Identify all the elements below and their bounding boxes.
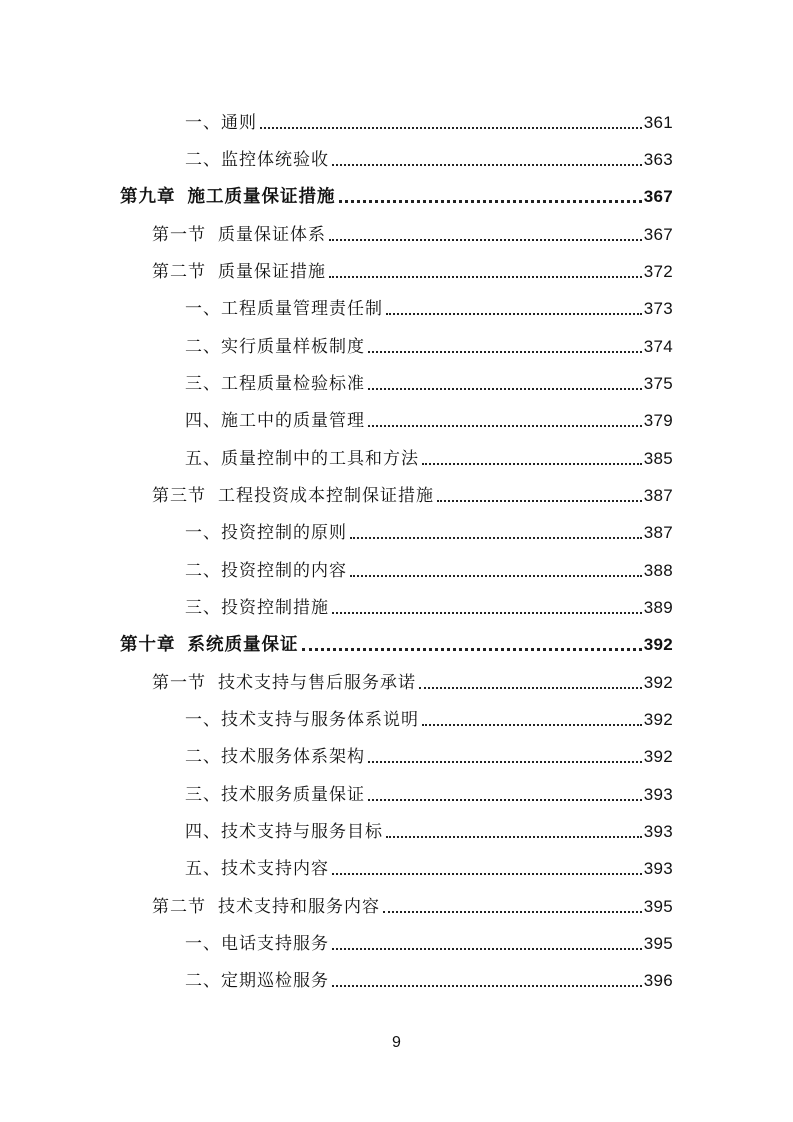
toc-leader-dots (383, 911, 642, 913)
toc-entry-page: 393 (643, 822, 673, 841)
page-number: 9 (392, 1034, 401, 1051)
toc-entry[interactable] (185, 141, 673, 171)
toc-leader-dots (422, 463, 642, 465)
toc-entry-title (152, 672, 416, 694)
toc-entry-title: 一、电话支持服务 (185, 934, 329, 954)
toc-section-number: 第三节 (152, 486, 206, 506)
toc-entry-title: 二、实行质量样板制度 (185, 337, 365, 357)
toc-entry[interactable] (185, 776, 673, 806)
toc-leader-dots (422, 724, 642, 726)
toc-entry[interactable] (185, 850, 673, 880)
toc-entry-page: 392 (643, 673, 673, 692)
toc-entry[interactable] (185, 552, 673, 582)
toc-entry-title: 一、技术支持与服务体系说明 (185, 710, 419, 730)
toc-entry[interactable] (185, 290, 673, 320)
toc-chapter-number: 第九章 (120, 187, 176, 207)
toc-entry-title (120, 186, 336, 208)
toc-entry-title: 三、技术服务质量保证 (185, 785, 365, 805)
toc-chapter-number: 第十章 (120, 635, 176, 655)
toc-entry-page: 395 (643, 897, 673, 916)
toc-entry-title: 一、投资控制的原则 (185, 523, 347, 543)
toc-entry-page: 387 (643, 486, 673, 505)
toc-section-entry[interactable] (152, 477, 673, 507)
toc-entry-title: 一、通则 (185, 113, 257, 133)
toc-entry-page: 395 (643, 934, 673, 953)
toc-entry-page: 379 (643, 411, 673, 430)
toc-entry-title: 一、工程质量管理责任制 (185, 299, 383, 319)
toc-entry-title: 四、施工中的质量管理 (185, 411, 365, 431)
toc-entry[interactable] (185, 813, 673, 843)
toc-section-number: 第二节 (152, 897, 206, 917)
toc-entry-page: 373 (643, 299, 673, 318)
toc-leader-dots (339, 200, 642, 203)
toc-entry-title: 二、投资控制的内容 (185, 561, 347, 581)
toc-entry-page: 363 (643, 150, 673, 169)
toc-entry-page: 392 (643, 747, 673, 766)
toc-entry-page: 374 (643, 337, 673, 356)
toc-entry-title: 三、工程质量检验标准 (185, 374, 365, 394)
toc-entry-page: 393 (643, 785, 673, 804)
toc-entry-title: 五、质量控制中的工具和方法 (185, 449, 419, 469)
toc-leader-dots (368, 351, 642, 353)
toc-leader-dots (329, 239, 642, 241)
toc-leader-dots (368, 425, 642, 427)
toc-entry[interactable] (185, 925, 673, 955)
toc-chapter-entry[interactable] (120, 178, 673, 208)
toc-entry-title: 二、技术服务体系架构 (185, 747, 365, 767)
toc-section-entry[interactable] (152, 253, 673, 283)
toc-entry[interactable] (185, 328, 673, 358)
toc-leader-dots (437, 500, 642, 502)
toc-section-entry[interactable] (152, 664, 673, 694)
toc-chapter-name: 系统质量保证 (187, 635, 299, 655)
toc-entry[interactable] (185, 365, 673, 395)
toc-leader-dots (332, 164, 642, 166)
toc-leader-dots (260, 127, 642, 129)
toc-leader-dots (368, 388, 642, 390)
toc-entry-title (152, 485, 434, 507)
toc-section-number: 第一节 (152, 225, 206, 245)
toc-entry[interactable] (185, 962, 673, 992)
toc-section-name: 工程投资成本控制保证措施 (218, 486, 434, 506)
toc-leader-dots (332, 985, 642, 987)
toc-leader-dots (302, 648, 642, 651)
toc-entry-page: 392 (643, 710, 673, 729)
toc-entry-page: 387 (643, 523, 673, 542)
toc-entry-page: 367 (643, 187, 673, 206)
toc-leader-dots (332, 873, 642, 875)
toc-entry-page: 396 (643, 971, 673, 990)
toc-entry-title (120, 634, 299, 656)
toc-entry-title: 二、监控体统验收 (185, 150, 329, 170)
toc-entry[interactable] (185, 402, 673, 432)
toc-leader-dots (368, 761, 642, 763)
toc-entry-page: 392 (643, 635, 673, 654)
toc-entry-title (152, 896, 380, 918)
toc-section-number: 第一节 (152, 673, 206, 693)
toc-entry-title (152, 261, 326, 283)
toc-leader-dots (332, 612, 642, 614)
toc-entry[interactable] (185, 589, 673, 619)
toc-section-entry[interactable] (152, 216, 673, 246)
toc-leader-dots (332, 948, 642, 950)
toc-leader-dots (386, 313, 642, 315)
toc-entry-page: 367 (643, 225, 673, 244)
toc-entry-title: 五、技术支持内容 (185, 859, 329, 879)
toc-leader-dots (419, 687, 642, 689)
toc-leader-dots (350, 575, 642, 577)
toc-entry-title: 二、定期巡检服务 (185, 971, 329, 991)
toc-entry-page: 372 (643, 262, 673, 281)
toc-entry-title: 三、投资控制措施 (185, 598, 329, 618)
toc-chapter-entry[interactable] (120, 626, 673, 656)
toc-entry-page: 393 (643, 859, 673, 878)
toc-entry[interactable] (185, 701, 673, 731)
toc-entry-page: 375 (643, 374, 673, 393)
toc-entry-page: 361 (643, 113, 673, 132)
toc-section-entry[interactable] (152, 888, 673, 918)
toc-entry-title: 四、技术支持与服务目标 (185, 822, 383, 842)
toc-leader-dots (386, 836, 642, 838)
toc-section-name: 质量保证体系 (218, 225, 326, 245)
toc-section-name: 质量保证措施 (218, 262, 326, 282)
toc-leader-dots (350, 537, 642, 539)
toc-entry-title (152, 224, 326, 246)
toc-entry[interactable] (185, 514, 673, 544)
toc-entry-page: 388 (643, 561, 673, 580)
toc-section-number: 第二节 (152, 262, 206, 282)
toc-entry[interactable] (185, 104, 673, 134)
toc-chapter-name: 施工质量保证措施 (187, 187, 336, 207)
toc-entry[interactable] (185, 440, 673, 470)
toc-entry[interactable] (185, 738, 673, 768)
toc-leader-dots (329, 276, 642, 278)
toc-section-name: 技术支持和服务内容 (218, 897, 380, 917)
toc-entry-page: 385 (643, 449, 673, 468)
toc-section-name: 技术支持与售后服务承诺 (218, 673, 416, 693)
toc-entry-page: 389 (643, 598, 673, 617)
toc-leader-dots (368, 799, 642, 801)
